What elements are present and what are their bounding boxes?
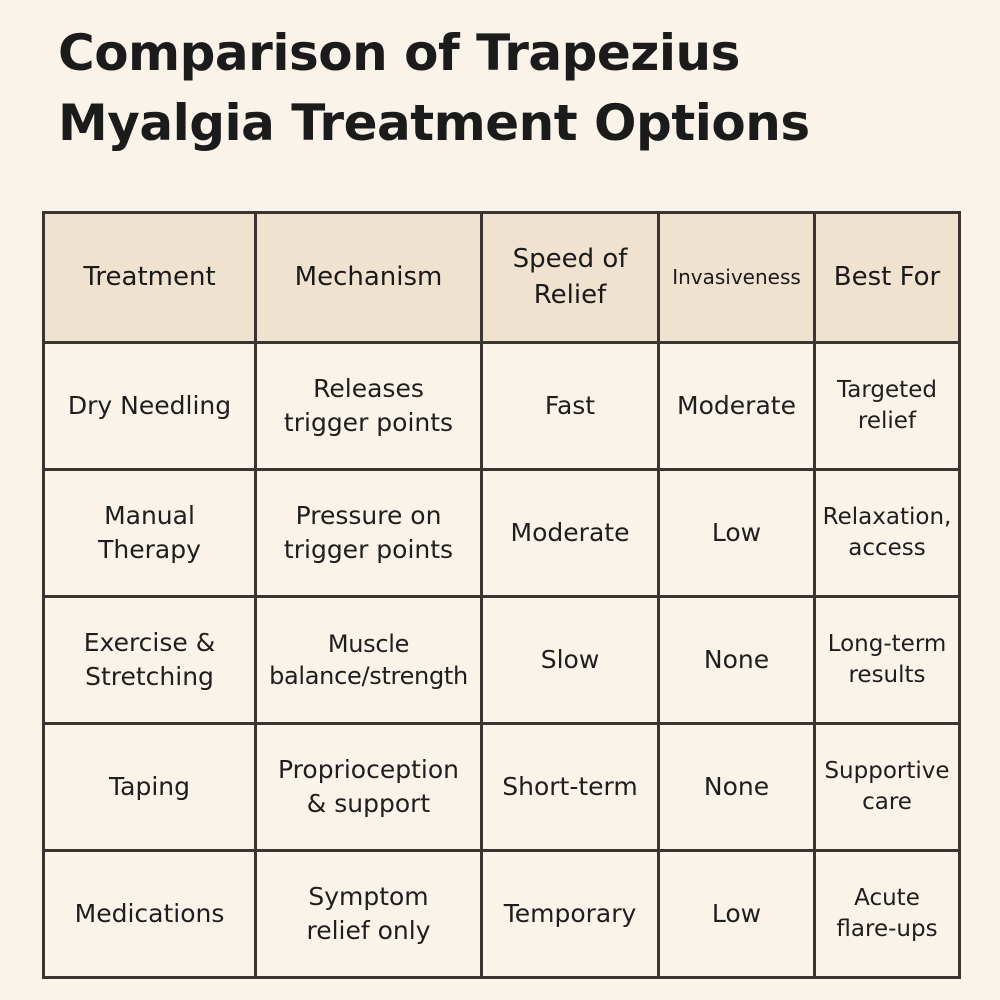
cell-mechanism-line: relief only (306, 916, 431, 945)
cell-mechanism (256, 343, 482, 470)
cell-best-for-line: care (862, 789, 912, 815)
cell-best-for (815, 343, 960, 470)
cell-best-for-line: Targeted (837, 376, 937, 403)
cell-treatment-line: Stretching (85, 662, 214, 691)
cell-treatment-line: Taping (109, 772, 190, 802)
cell-speed-of-relief-line: Temporary (503, 899, 637, 929)
header-mechanism: Mechanism (256, 213, 482, 343)
cell-treatment (44, 724, 256, 851)
cell-speed-of-relief (482, 597, 659, 724)
header-best-for: Best For (815, 213, 960, 343)
cell-speed-of-relief (482, 470, 659, 597)
cell-invasiveness-line: None (703, 645, 770, 675)
cell-mechanism-line: Releases (313, 374, 424, 404)
cell-mechanism-line: Symptom (308, 882, 429, 912)
cell-treatment (44, 470, 256, 597)
cell-speed-of-relief-line: Moderate (510, 518, 630, 548)
cell-mechanism (256, 597, 482, 724)
cell-speed-of-relief (482, 851, 659, 978)
cell-best-for-line: Acute (854, 884, 920, 911)
cell-speed-of-relief-line: Slow (540, 645, 600, 675)
cell-mechanism-line: & support (306, 789, 431, 818)
table-row (44, 724, 960, 851)
table-row (44, 343, 960, 470)
cell-best-for-line: Supportive (824, 757, 950, 784)
cell-mechanism-line: trigger points (283, 535, 454, 564)
cell-treatment (44, 343, 256, 470)
cell-speed-of-relief (482, 724, 659, 851)
header-speed-line-1: Speed of (512, 244, 628, 275)
table-body (44, 343, 960, 978)
header-invasiveness: Invasiveness (659, 213, 815, 343)
cell-best-for-line: Relaxation, (822, 503, 952, 530)
cell-speed-of-relief-line: Short-term (502, 772, 638, 802)
table-row (44, 470, 960, 597)
cell-invasiveness (659, 724, 815, 851)
cell-mechanism-line: Muscle (327, 629, 410, 658)
header-speed-line-2: Relief (533, 279, 607, 310)
cell-mechanism-line: Pressure on (295, 501, 442, 531)
table-row (44, 597, 960, 724)
cell-mechanism (256, 851, 482, 978)
cell-best-for-line: flare-ups (836, 916, 938, 942)
cell-best-for (815, 851, 960, 978)
cell-best-for (815, 597, 960, 724)
cell-invasiveness (659, 343, 815, 470)
page-title (58, 18, 958, 158)
cell-treatment-line: Manual (104, 501, 195, 531)
treatment-comparison-table (42, 211, 961, 979)
cell-invasiveness (659, 470, 815, 597)
cell-invasiveness-line: Moderate (677, 391, 796, 421)
cell-best-for-line: results (848, 662, 926, 688)
cell-treatment-line: Exercise & (83, 628, 216, 658)
cell-treatment-line: Medications (74, 899, 225, 929)
header-treatment: Treatment (44, 213, 256, 343)
cell-mechanism (256, 470, 482, 597)
cell-invasiveness (659, 851, 815, 978)
cell-best-for (815, 724, 960, 851)
cell-speed-of-relief (482, 343, 659, 470)
cell-mechanism (256, 724, 482, 851)
title-line-2: Myalgia Treatment Options (58, 94, 810, 152)
cell-treatment (44, 597, 256, 724)
cell-best-for-line: Long-term (827, 630, 947, 657)
cell-mechanism-line: balance/strength (269, 662, 468, 690)
cell-invasiveness (659, 597, 815, 724)
cell-mechanism-line: Proprioception (278, 755, 459, 785)
cell-mechanism-line: trigger points (283, 408, 454, 437)
cell-invasiveness-line: None (703, 772, 770, 802)
cell-treatment (44, 851, 256, 978)
table-row (44, 851, 960, 978)
cell-speed-of-relief-line: Fast (544, 391, 596, 421)
table-header (44, 213, 960, 343)
cell-invasiveness-line: Low (711, 518, 762, 548)
cell-treatment-line: Dry Needling (67, 391, 232, 421)
cell-best-for-line: relief (857, 408, 917, 434)
header-speed-of-relief (482, 213, 659, 343)
cell-best-for (815, 470, 960, 597)
cell-best-for-line: access (848, 535, 926, 561)
cell-treatment-line: Therapy (98, 535, 201, 564)
cell-invasiveness-line: Low (711, 899, 762, 929)
title-line-1: Comparison of Trapezius (58, 24, 740, 82)
header-row (44, 213, 960, 343)
